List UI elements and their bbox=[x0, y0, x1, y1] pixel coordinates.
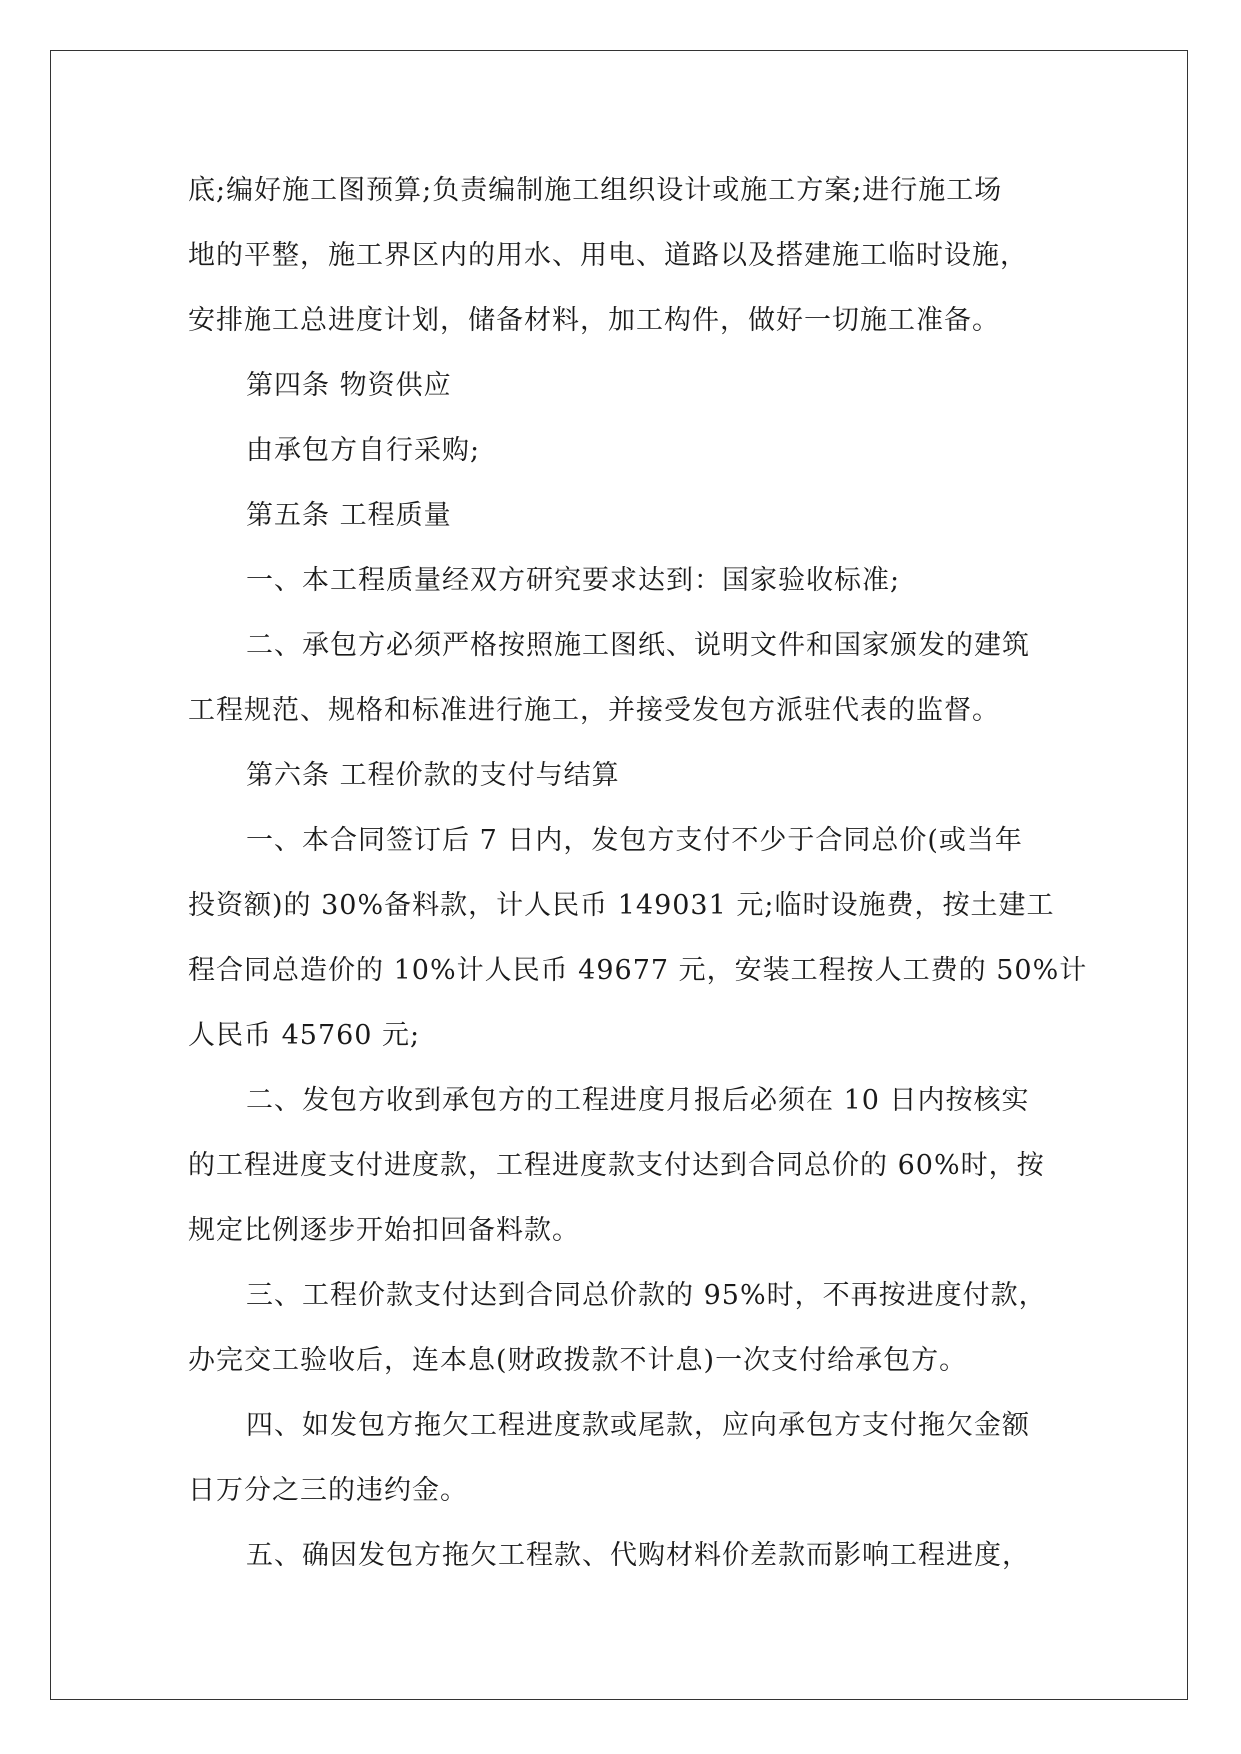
text-line: 五、确因发包方拖欠工程款、代购材料价差款而影响工程进度， bbox=[246, 1540, 1030, 1571]
text-line: 办完交工验收后，连本息(财政拨款不计息)一次支付给承包方。 bbox=[188, 1345, 968, 1376]
clause-payment-4 bbox=[188, 1393, 1048, 1523]
text-line: 一、本合同签订后 7 日内，发包方支付不少于合同总价(或当年 bbox=[246, 825, 1023, 856]
text-line: 底;编好施工图预算;负责编制施工组织设计或施工方案;进行施工场 bbox=[188, 175, 1003, 206]
text-line: 地的平整，施工界区内的用水、用电、道路以及搭建施工临时设施， bbox=[188, 240, 1028, 271]
text-line: 由承包方自行采购; bbox=[246, 435, 481, 466]
article-heading bbox=[188, 353, 1048, 418]
text-line: 程合同总造价的 10%计人民币 49677 元，安装工程按人工费的 50%计 bbox=[188, 955, 1088, 986]
article-heading bbox=[188, 483, 1048, 548]
text-line: 四、如发包方拖欠工程进度款或尾款，应向承包方支付拖欠金额 bbox=[246, 1410, 1030, 1441]
clause-payment-3 bbox=[188, 1263, 1048, 1393]
text-line: 二、承包方必须严格按照施工图纸、说明文件和国家颁发的建筑 bbox=[246, 630, 1030, 661]
clause-quality-1 bbox=[188, 548, 1048, 613]
text-line: 三、工程价款支付达到合同总价款的 95%时，不再按进度付款， bbox=[246, 1280, 1047, 1311]
clause-payment-1 bbox=[188, 808, 1088, 1068]
text-line: 日万分之三的违约金。 bbox=[188, 1475, 468, 1506]
clause-payment-5 bbox=[188, 1523, 1048, 1588]
text-line: 二、发包方收到承包方的工程进度月报后必须在 10 日内按核实 bbox=[246, 1085, 1030, 1116]
clause-quality-2 bbox=[188, 613, 1048, 743]
heading-article-4: 第四条 物资供应 bbox=[246, 370, 452, 401]
text-line: 的工程进度支付进度款，工程进度款支付达到合同总价的 60%时，按 bbox=[188, 1150, 1045, 1181]
text-line: 一、本工程质量经双方研究要求达到：国家验收标准; bbox=[246, 565, 901, 596]
paragraph-supply bbox=[188, 418, 1048, 483]
text-line: 人民币 45760 元; bbox=[188, 1020, 421, 1051]
paragraph-site-preparation bbox=[188, 158, 1048, 353]
clause-payment-2 bbox=[188, 1068, 1048, 1263]
article-heading bbox=[188, 743, 1048, 808]
text-line: 投资额)的 30%备料款，计人民币 149031 元;临时设施费，按土建工 bbox=[188, 890, 1055, 921]
text-line: 安排施工总进度计划，储备材料，加工构件，做好一切施工准备。 bbox=[188, 305, 1000, 336]
text-line: 规定比例逐步开始扣回备料款。 bbox=[188, 1215, 580, 1246]
heading-article-6: 第六条 工程价款的支付与结算 bbox=[246, 760, 620, 791]
heading-article-5: 第五条 工程质量 bbox=[246, 500, 452, 531]
document-body bbox=[188, 158, 1088, 1588]
text-line: 工程规范、规格和标准进行施工，并接受发包方派驻代表的监督。 bbox=[188, 695, 1000, 726]
